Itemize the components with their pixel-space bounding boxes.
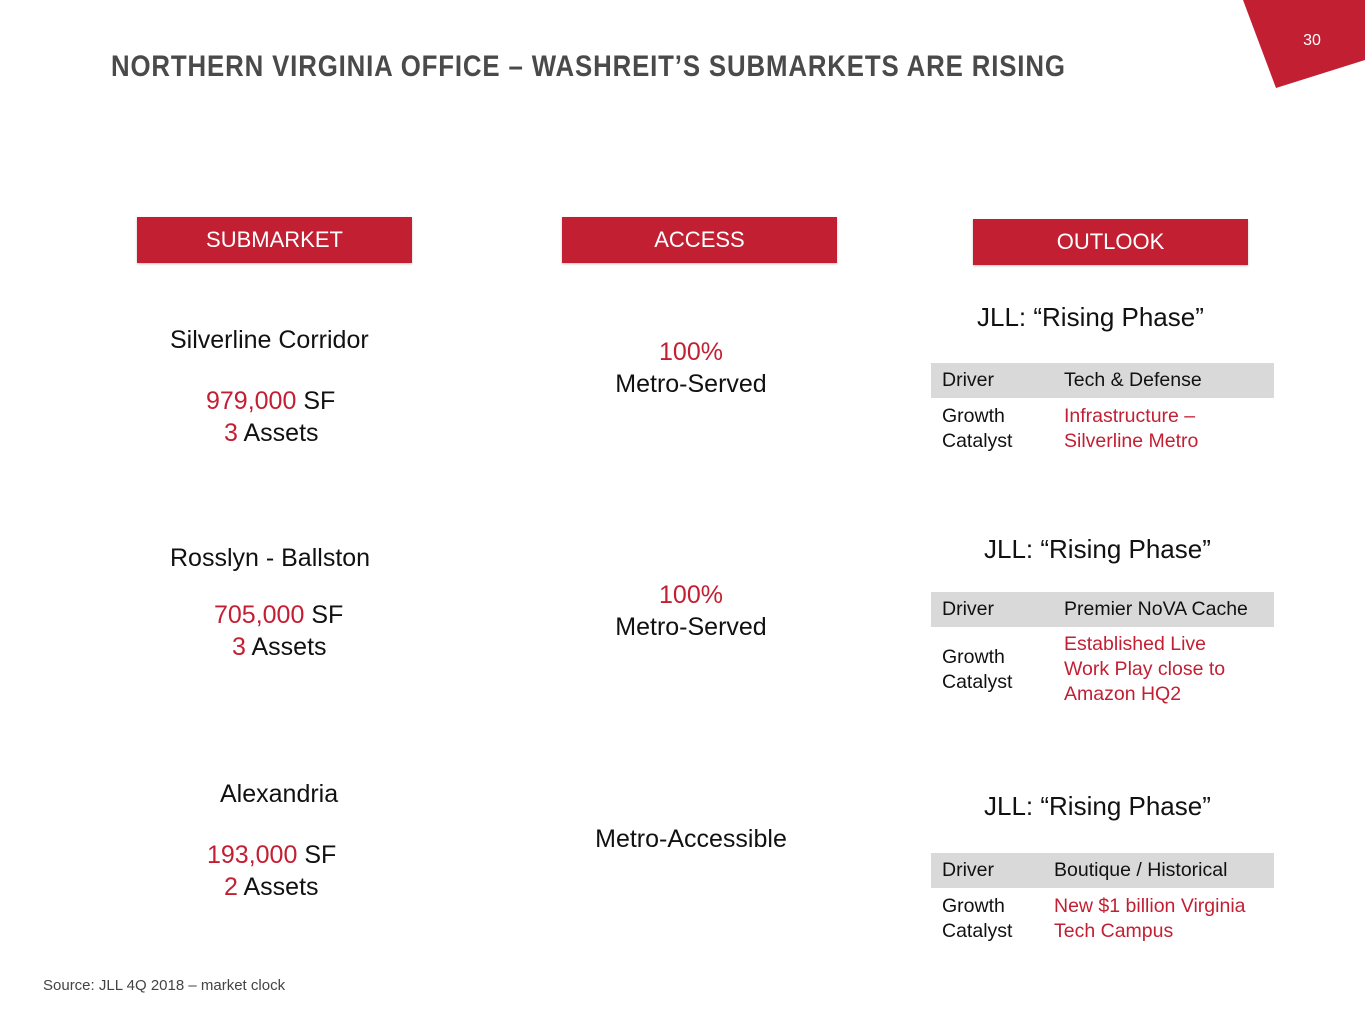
catalyst-label-line1: Growth	[942, 405, 1005, 427]
page-number: 30	[1303, 32, 1321, 49]
catalyst-label-line2: Catalyst	[942, 920, 1013, 942]
driver-value: Tech & Defense	[1064, 369, 1202, 391]
source-note: Source: JLL 4Q 2018 – market clock	[43, 977, 286, 994]
submarket-name: Silverline Corridor	[170, 326, 369, 354]
submarket-assets	[224, 417, 319, 449]
catalyst-value-line3: Amazon HQ2	[1064, 683, 1182, 705]
assets-label: Assets	[251, 633, 327, 661]
catalyst-label-line2: Catalyst	[942, 671, 1013, 693]
submarket-square-feet	[207, 839, 336, 871]
catalyst-row	[931, 627, 1274, 737]
catalyst-value-line2: Tech Campus	[1054, 920, 1174, 942]
catalyst-value-line2: Work Play close to	[1064, 658, 1226, 680]
assets-count: 3	[232, 633, 246, 661]
catalyst-value-line1: New $1 billion Virginia	[1054, 895, 1246, 917]
outlook-phase: JLL: “Rising Phase”	[977, 302, 1204, 332]
submarket-assets	[224, 871, 319, 903]
access-percent: 100%	[659, 338, 723, 366]
outlook-header: OUTLOOK	[973, 219, 1248, 265]
sf-unit: SF	[311, 601, 344, 629]
access-type: Metro-Served	[615, 613, 767, 641]
outlook-table	[931, 592, 1274, 737]
sf-unit: SF	[304, 841, 337, 869]
outlook-phase: JLL: “Rising Phase”	[984, 534, 1211, 564]
driver-value: Boutique / Historical	[1054, 859, 1228, 881]
driver-label: Driver	[942, 859, 994, 881]
submarket-square-feet	[214, 599, 343, 631]
sf-value: 705,000	[214, 601, 305, 629]
catalyst-value-line1: Established Live	[1064, 633, 1207, 655]
submarket-square-feet	[206, 385, 335, 417]
driver-value: Premier NoVA Cache	[1064, 598, 1248, 620]
submarket-assets	[232, 631, 327, 663]
submarket-name: Rosslyn - Ballston	[170, 544, 371, 572]
outlook-table	[931, 853, 1274, 968]
assets-count: 3	[224, 419, 238, 447]
driver-label: Driver	[942, 369, 994, 391]
catalyst-label-line1: Growth	[942, 895, 1005, 917]
sf-value: 193,000	[207, 841, 298, 869]
assets-label: Assets	[243, 419, 319, 447]
driver-label: Driver	[942, 598, 994, 620]
assets-count: 2	[224, 873, 238, 901]
outlook-phase: JLL: “Rising Phase”	[984, 791, 1211, 821]
assets-label: Assets	[243, 873, 319, 901]
access-type: Metro-Accessible	[595, 825, 787, 853]
catalyst-label-line2: Catalyst	[942, 430, 1013, 452]
sf-unit: SF	[303, 387, 336, 415]
submarket-name: Alexandria	[220, 780, 339, 808]
outlook-table	[931, 363, 1274, 478]
driver-row	[931, 592, 1274, 627]
catalyst-row	[931, 888, 1274, 968]
sf-value: 979,000	[206, 387, 297, 415]
catalyst-value-line1: Infrastructure –	[1064, 405, 1196, 427]
driver-row	[931, 853, 1274, 888]
catalyst-label-line1: Growth	[942, 646, 1005, 668]
access-type: Metro-Served	[615, 370, 767, 398]
access-percent: 100%	[659, 581, 723, 609]
driver-row	[931, 363, 1274, 398]
submarket-header: SUBMARKET	[137, 217, 412, 263]
catalyst-value-line2: Silverline Metro	[1064, 430, 1199, 452]
catalyst-row	[931, 398, 1274, 478]
access-header: ACCESS	[562, 217, 837, 263]
page-title: NORTHERN VIRGINIA OFFICE – WASHREIT’S SUBMARKETS ARE RISING	[111, 50, 1066, 83]
